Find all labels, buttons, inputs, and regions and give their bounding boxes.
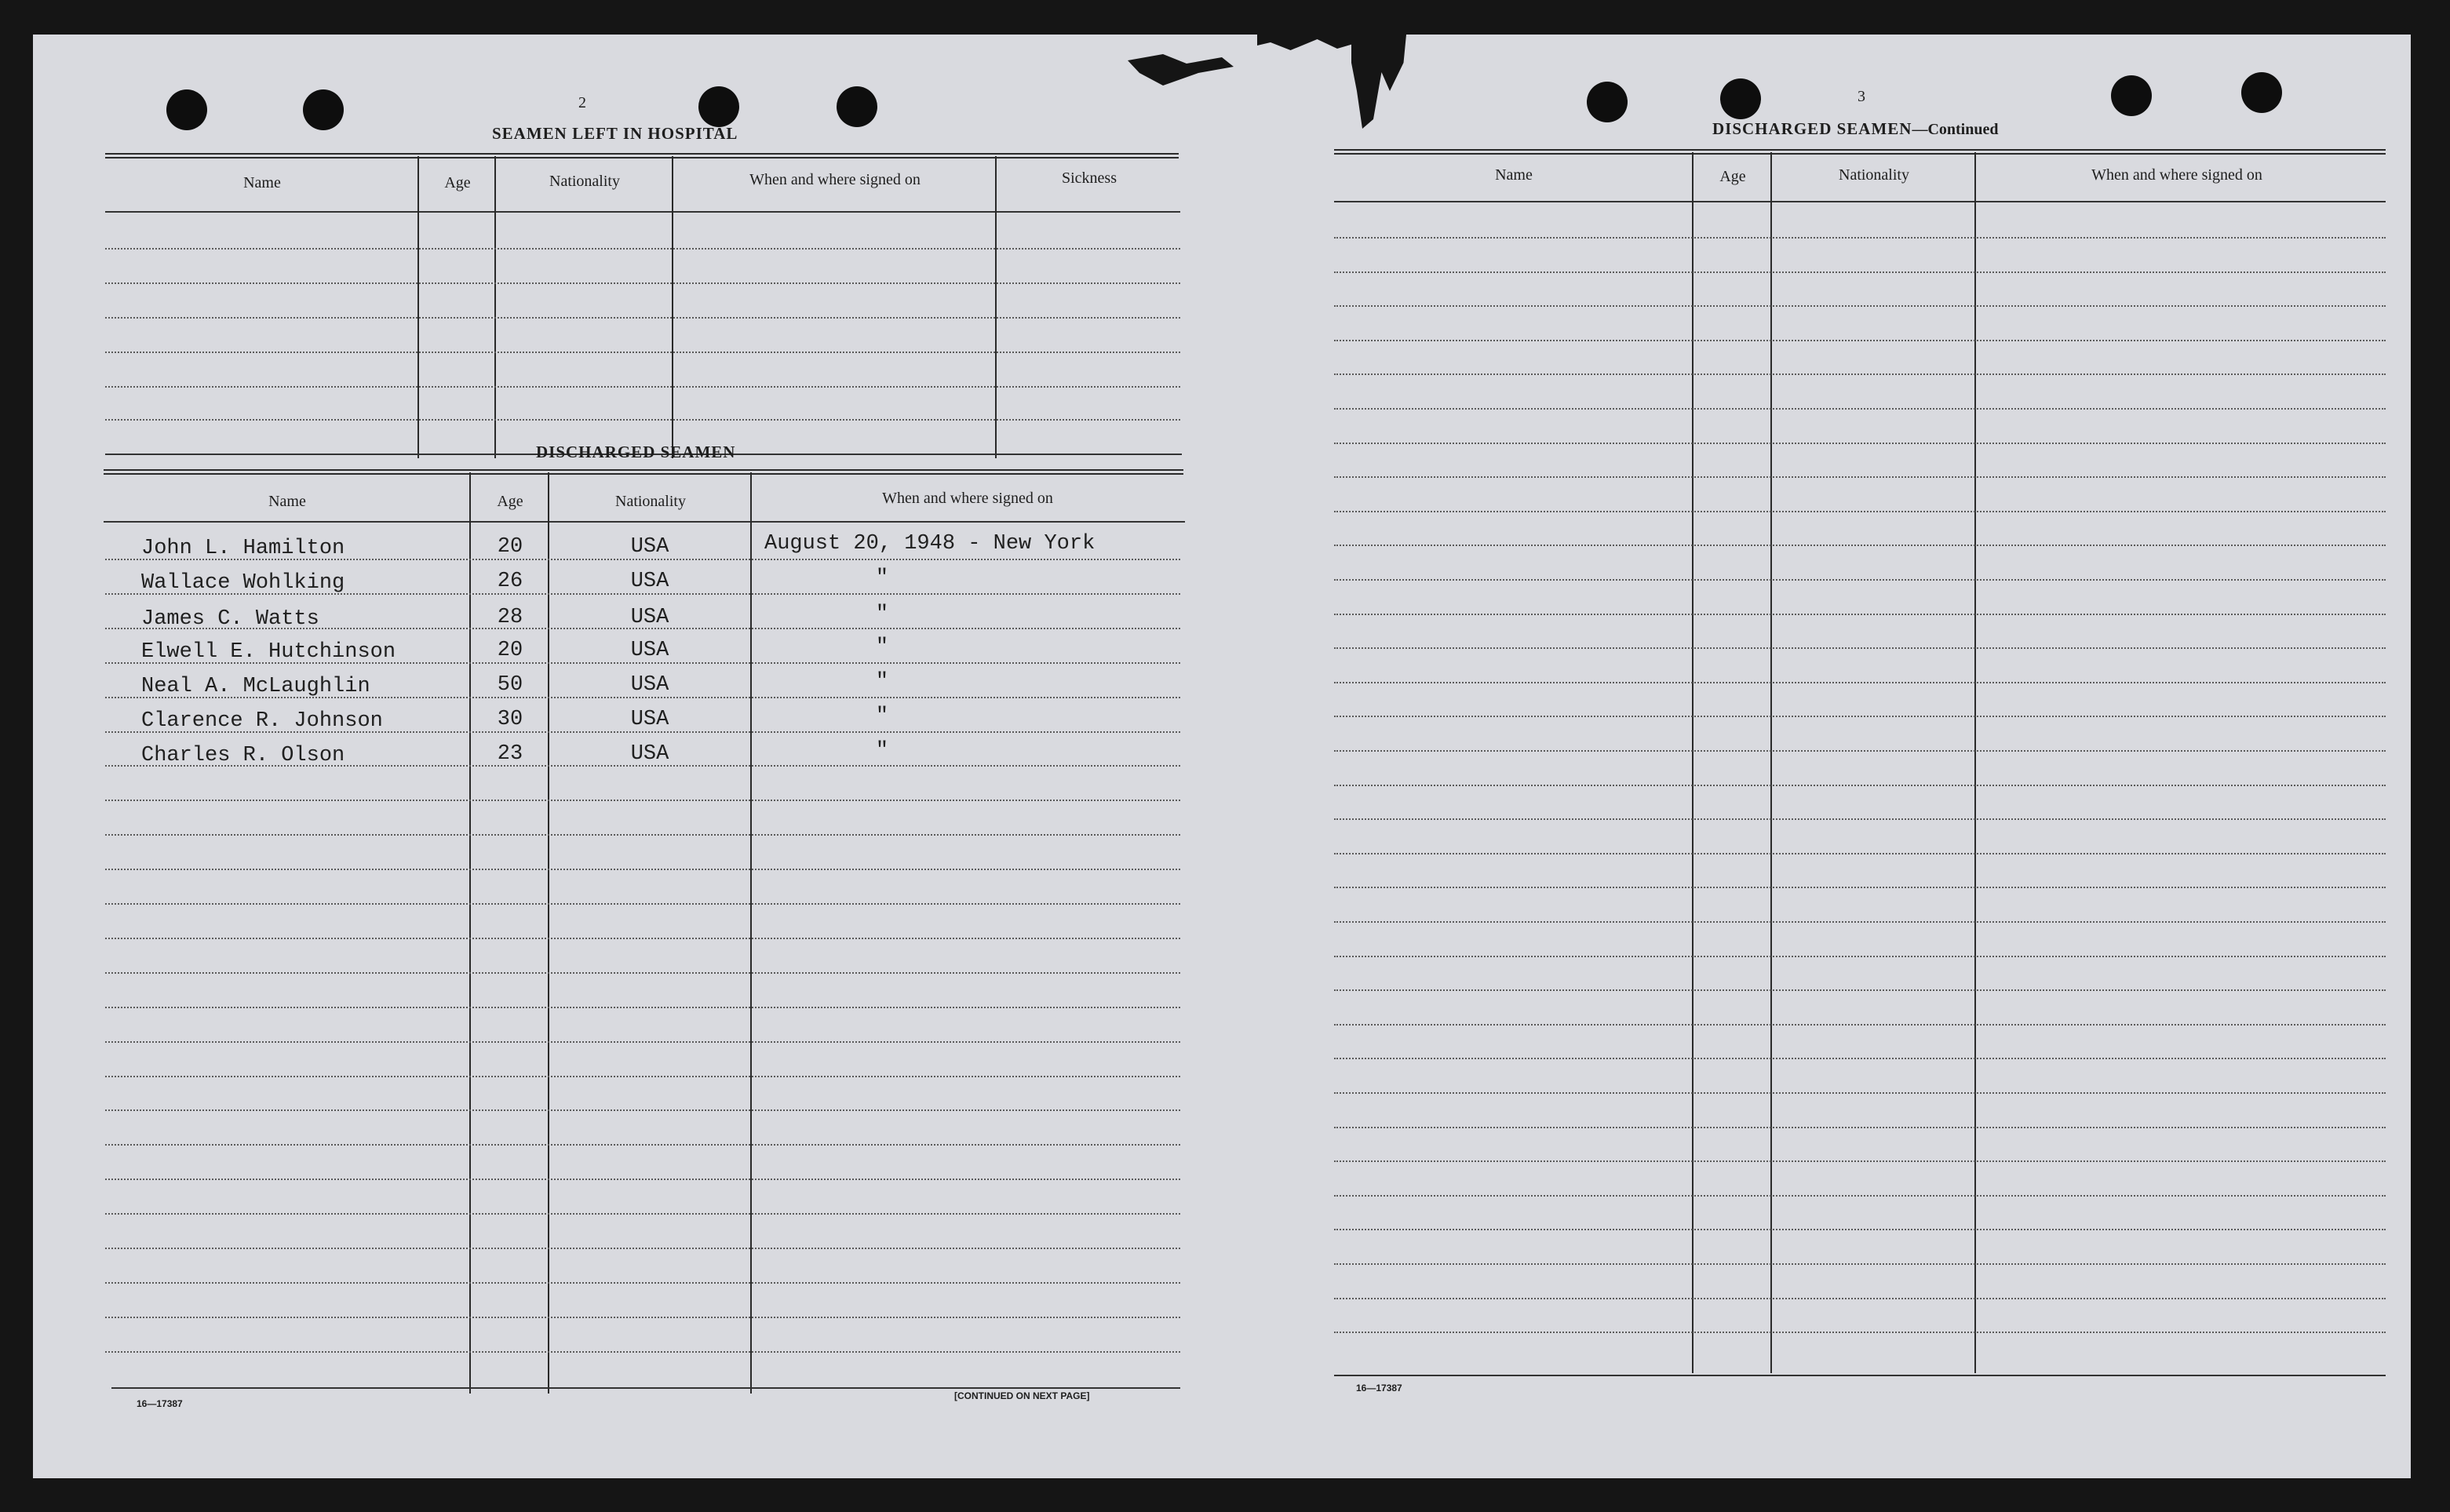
column-header-nationality: Nationality xyxy=(1839,166,1909,184)
table-row xyxy=(1334,853,2386,854)
table-row xyxy=(105,1007,1180,1008)
table-row xyxy=(1334,647,2386,649)
column-header-signed-on: When and where signed on xyxy=(749,171,921,188)
table-row xyxy=(1334,305,2386,307)
table-row xyxy=(1334,785,2386,786)
seaman-age: 20 xyxy=(497,535,523,559)
column-header-age: Age xyxy=(444,174,471,191)
table-row xyxy=(105,800,1180,801)
seaman-name: Neal A. McLaughlin xyxy=(141,675,370,698)
column-header-nationality: Nationality xyxy=(615,493,686,510)
seaman-nationality: USA xyxy=(630,570,669,593)
seaman-nationality: USA xyxy=(630,742,669,766)
table-row xyxy=(105,419,1180,421)
table-row xyxy=(105,1109,1180,1111)
right-header-rule xyxy=(1334,201,2386,202)
seaman-age: 20 xyxy=(497,639,523,662)
table-row xyxy=(1334,1024,2386,1026)
right-table-bottom-rule xyxy=(1334,1375,2386,1376)
table-row xyxy=(1334,408,2386,410)
seaman-age: 26 xyxy=(497,570,523,593)
column-header-name: Name xyxy=(268,493,306,510)
table-row xyxy=(1334,476,2386,478)
table-row xyxy=(1334,750,2386,752)
hospital-section-title: SEAMEN LEFT IN HOSPITAL xyxy=(492,124,738,143)
table-row xyxy=(1334,989,2386,991)
seaman-name: Clarence R. Johnson xyxy=(141,709,383,733)
seaman-signed-on: " xyxy=(875,636,889,659)
discharged-table-top-rule xyxy=(104,469,1183,471)
discharged-header-rule xyxy=(104,521,1185,523)
table-row xyxy=(105,1041,1180,1043)
table-row xyxy=(1334,1298,2386,1299)
table-row xyxy=(1334,1092,2386,1094)
table-row xyxy=(105,1351,1180,1353)
right-col-divider xyxy=(1974,152,1976,1373)
hospital-col-divider xyxy=(494,156,496,458)
seaman-nationality: USA xyxy=(630,708,669,731)
seaman-name: Wallace Wohlking xyxy=(141,571,345,595)
page-number: 3 xyxy=(1858,88,1865,105)
seaman-age: 23 xyxy=(497,742,523,766)
seaman-nationality: USA xyxy=(630,639,669,662)
table-row xyxy=(1334,956,2386,957)
page-number: 2 xyxy=(578,94,586,111)
table-row xyxy=(105,903,1180,905)
table-row xyxy=(105,972,1180,974)
hospital-header-rule xyxy=(105,211,1180,213)
table-row xyxy=(1334,340,2386,341)
table-row xyxy=(105,1317,1180,1318)
discharged-col-divider xyxy=(750,472,752,1394)
column-header-age: Age xyxy=(497,493,523,510)
right-page xyxy=(1289,35,2411,1478)
table-row xyxy=(1334,1058,2386,1059)
table-row xyxy=(105,869,1180,870)
table-row xyxy=(105,352,1180,353)
table-row xyxy=(105,386,1180,388)
seaman-name: Elwell E. Hutchinson xyxy=(141,640,396,664)
table-row xyxy=(1334,271,2386,273)
table-row xyxy=(1334,511,2386,512)
column-header-signed-on: When and where signed on xyxy=(2091,166,2262,184)
section-title-suffix: —Continued xyxy=(1912,121,1999,138)
table-row xyxy=(105,248,1180,250)
table-row xyxy=(1334,237,2386,239)
right-col-divider xyxy=(1770,152,1772,1373)
table-row xyxy=(1334,818,2386,820)
table-row xyxy=(1334,682,2386,683)
table-row xyxy=(1334,1229,2386,1230)
seaman-name: Charles R. Olson xyxy=(141,744,345,767)
table-row xyxy=(1334,373,2386,375)
table-row xyxy=(105,1076,1180,1077)
seaman-signed-on: " xyxy=(875,739,889,763)
column-header-name: Name xyxy=(1495,166,1533,184)
seaman-signed-on: August 20, 1948 - New York xyxy=(764,532,1096,556)
table-row xyxy=(105,938,1180,939)
right-table-top-rule xyxy=(1334,149,2386,151)
discharged-continued-title xyxy=(1712,119,1998,139)
table-row xyxy=(105,1213,1180,1215)
continued-note: [CONTINUED ON NEXT PAGE] xyxy=(954,1390,1090,1401)
table-row xyxy=(105,317,1180,319)
section-title-main: DISCHARGED SEAMEN xyxy=(1712,119,1912,138)
discharged-table-bottom-rule xyxy=(111,1387,1180,1389)
table-row xyxy=(1334,579,2386,581)
table-row xyxy=(105,834,1180,836)
seaman-name: James C. Watts xyxy=(141,607,319,631)
seaman-signed-on: " xyxy=(875,705,889,728)
table-row xyxy=(1334,1263,2386,1265)
hospital-col-divider xyxy=(417,156,419,458)
seaman-nationality: USA xyxy=(630,606,669,629)
seaman-signed-on: " xyxy=(875,603,889,626)
seaman-nationality: USA xyxy=(630,673,669,697)
table-row xyxy=(1334,1160,2386,1162)
table-row xyxy=(105,1144,1180,1146)
left-page xyxy=(33,35,1210,1478)
table-row xyxy=(105,1282,1180,1284)
document-sheet xyxy=(33,35,2411,1478)
column-header-name: Name xyxy=(243,174,281,191)
seaman-age: 50 xyxy=(497,673,523,697)
seaman-age: 30 xyxy=(497,708,523,731)
seaman-nationality: USA xyxy=(630,535,669,559)
table-row xyxy=(1334,921,2386,923)
table-row xyxy=(1334,1332,2386,1333)
table-row xyxy=(1334,1127,2386,1128)
table-row xyxy=(1334,614,2386,615)
column-header-nationality: Nationality xyxy=(549,173,620,190)
table-row xyxy=(105,282,1180,284)
table-row xyxy=(1334,716,2386,717)
hospital-col-divider xyxy=(672,156,673,458)
table-row xyxy=(1334,1195,2386,1197)
table-row xyxy=(105,1248,1180,1249)
discharged-section-title: DISCHARGED SEAMEN xyxy=(536,443,736,461)
form-number: 16—17387 xyxy=(137,1398,183,1409)
hospital-table-top-rule xyxy=(105,153,1179,155)
table-row xyxy=(1334,887,2386,888)
seaman-signed-on: " xyxy=(875,670,889,694)
seaman-age: 28 xyxy=(497,606,523,629)
seaman-name: John L. Hamilton xyxy=(141,537,345,560)
table-row xyxy=(1334,443,2386,444)
form-number: 16—17387 xyxy=(1356,1383,1402,1394)
right-col-divider xyxy=(1692,152,1693,1373)
table-row xyxy=(1334,545,2386,546)
table-row xyxy=(105,1179,1180,1180)
column-header-age: Age xyxy=(1719,168,1746,185)
column-header-signed-on: When and where signed on xyxy=(882,490,1053,507)
hospital-col-divider xyxy=(995,156,997,458)
seaman-signed-on: " xyxy=(875,567,889,590)
column-header-sickness: Sickness xyxy=(1062,169,1117,187)
